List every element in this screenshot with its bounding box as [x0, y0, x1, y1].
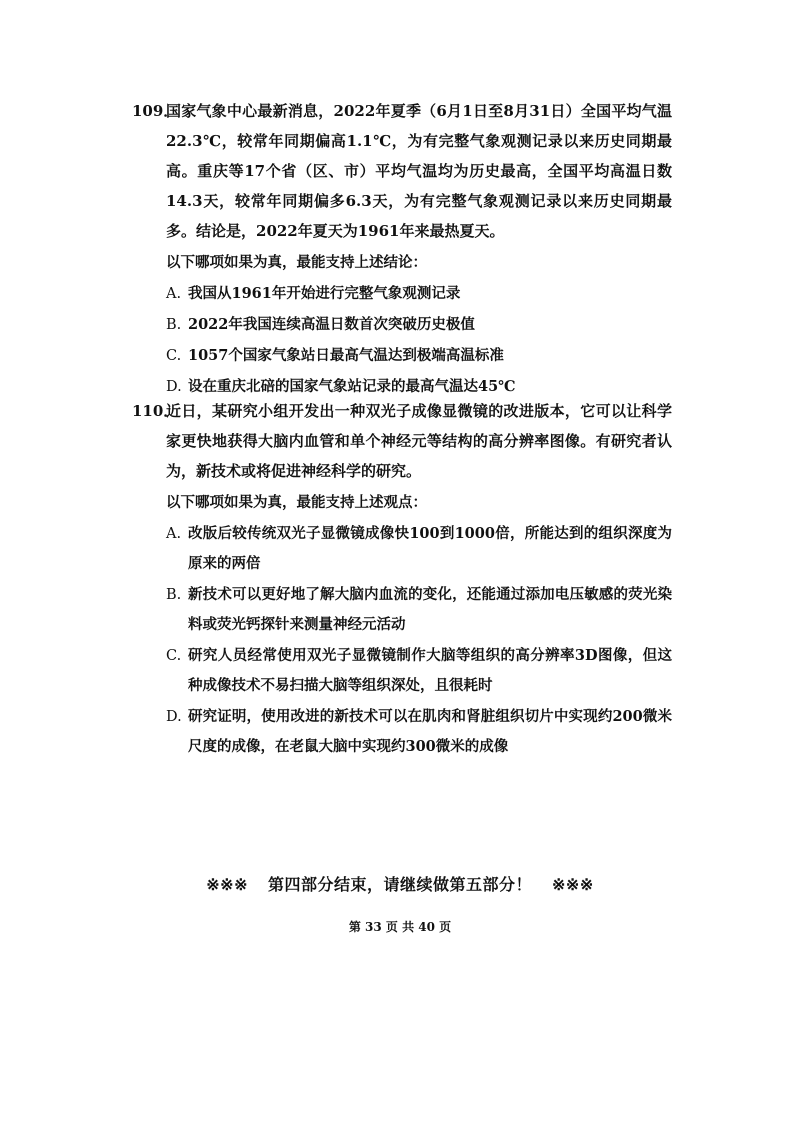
end-note-marks-right: ※※※ — [552, 875, 594, 894]
question-number: 109． — [132, 102, 179, 120]
option-c — [166, 641, 672, 701]
option-text: 1057个国家气象站日最高气温达到极端高温标准 — [188, 347, 504, 364]
option-letter: C. — [166, 348, 182, 364]
option-text: 研究证明，使用改进的新技术可以在肌肉和肾脏组织切片中实现约200微米尺度的成像，在老鼠大脑中实现约300微米的成像 — [188, 708, 672, 755]
end-note-text: 第四部分结束，请继续做第五部分！ — [267, 875, 532, 894]
option-a — [166, 279, 672, 309]
section-end-note — [0, 872, 800, 895]
question-body — [166, 396, 672, 762]
end-note-marks-left: ※※※ — [206, 875, 248, 894]
option-letter: D. — [166, 709, 182, 725]
option-letter: C. — [166, 648, 182, 664]
option-d — [166, 702, 672, 762]
option-text: 设在重庆北碚的国家气象站记录的最高气温达45℃ — [188, 378, 516, 395]
option-letter: D. — [166, 379, 182, 395]
option-a — [166, 519, 672, 579]
question-stem: 近日，某研究小组开发出一种双光子成像显微镜的改进版本，它可以让科学家更快地获得大脑内血管和单个神经元等结构的高分辨率图像。有研究者认为，新技术或将促进神经科学的研究。 — [166, 402, 672, 480]
question-109 — [132, 96, 672, 402]
option-letter: B. — [166, 587, 182, 603]
option-text: 新技术可以更好地了解大脑内血流的变化，还能通过添加电压敏感的荧光染料或荧光钙探针来测量神经元活动 — [188, 586, 672, 633]
option-text: 我国从1961年开始进行完整气象观测记录 — [188, 285, 461, 302]
question-body — [166, 96, 672, 402]
question-prompt: 以下哪项如果为真，最能支持上述观点： — [166, 494, 427, 511]
option-text: 2022年我国连续高温日数首次突破历史极值 — [188, 316, 475, 333]
option-letter: A. — [166, 286, 182, 302]
option-b — [166, 580, 672, 640]
option-text: 研究人员经常使用双光子显微镜制作大脑等组织的高分辨率3D图像，但这种成像技术不易扫描大脑等组织深处，且很耗时 — [188, 647, 672, 694]
question-stem: 国家气象中心最新消息，2022年夏季（6月1日至8月31日）全国平均气温22.3℃，较常年同期偏高1.1℃，为有完整气象观测记录以来历史同期最高。重庆等17个省（区、市）平均气温均为历史最高，全国平均高温日数14.3天，较常年同期偏多6.3天，为有完整气象观测记录以来历史同期最多。结论是，2022年夏天为1961年来最热夏天。 — [166, 102, 672, 240]
question-110 — [132, 396, 672, 762]
option-letter: A. — [166, 526, 182, 542]
question-prompt: 以下哪项如果为真，最能支持上述结论： — [166, 254, 427, 271]
option-b — [166, 310, 672, 340]
page-number-footer: 第 33 页 共 40 页 — [348, 920, 452, 934]
option-c — [166, 341, 672, 371]
option-letter: B. — [166, 317, 182, 333]
question-number: 110． — [132, 402, 179, 420]
option-text: 改版后较传统双光子显微镜成像快100到1000倍，所能达到的组织深度为原来的两倍 — [188, 525, 672, 572]
